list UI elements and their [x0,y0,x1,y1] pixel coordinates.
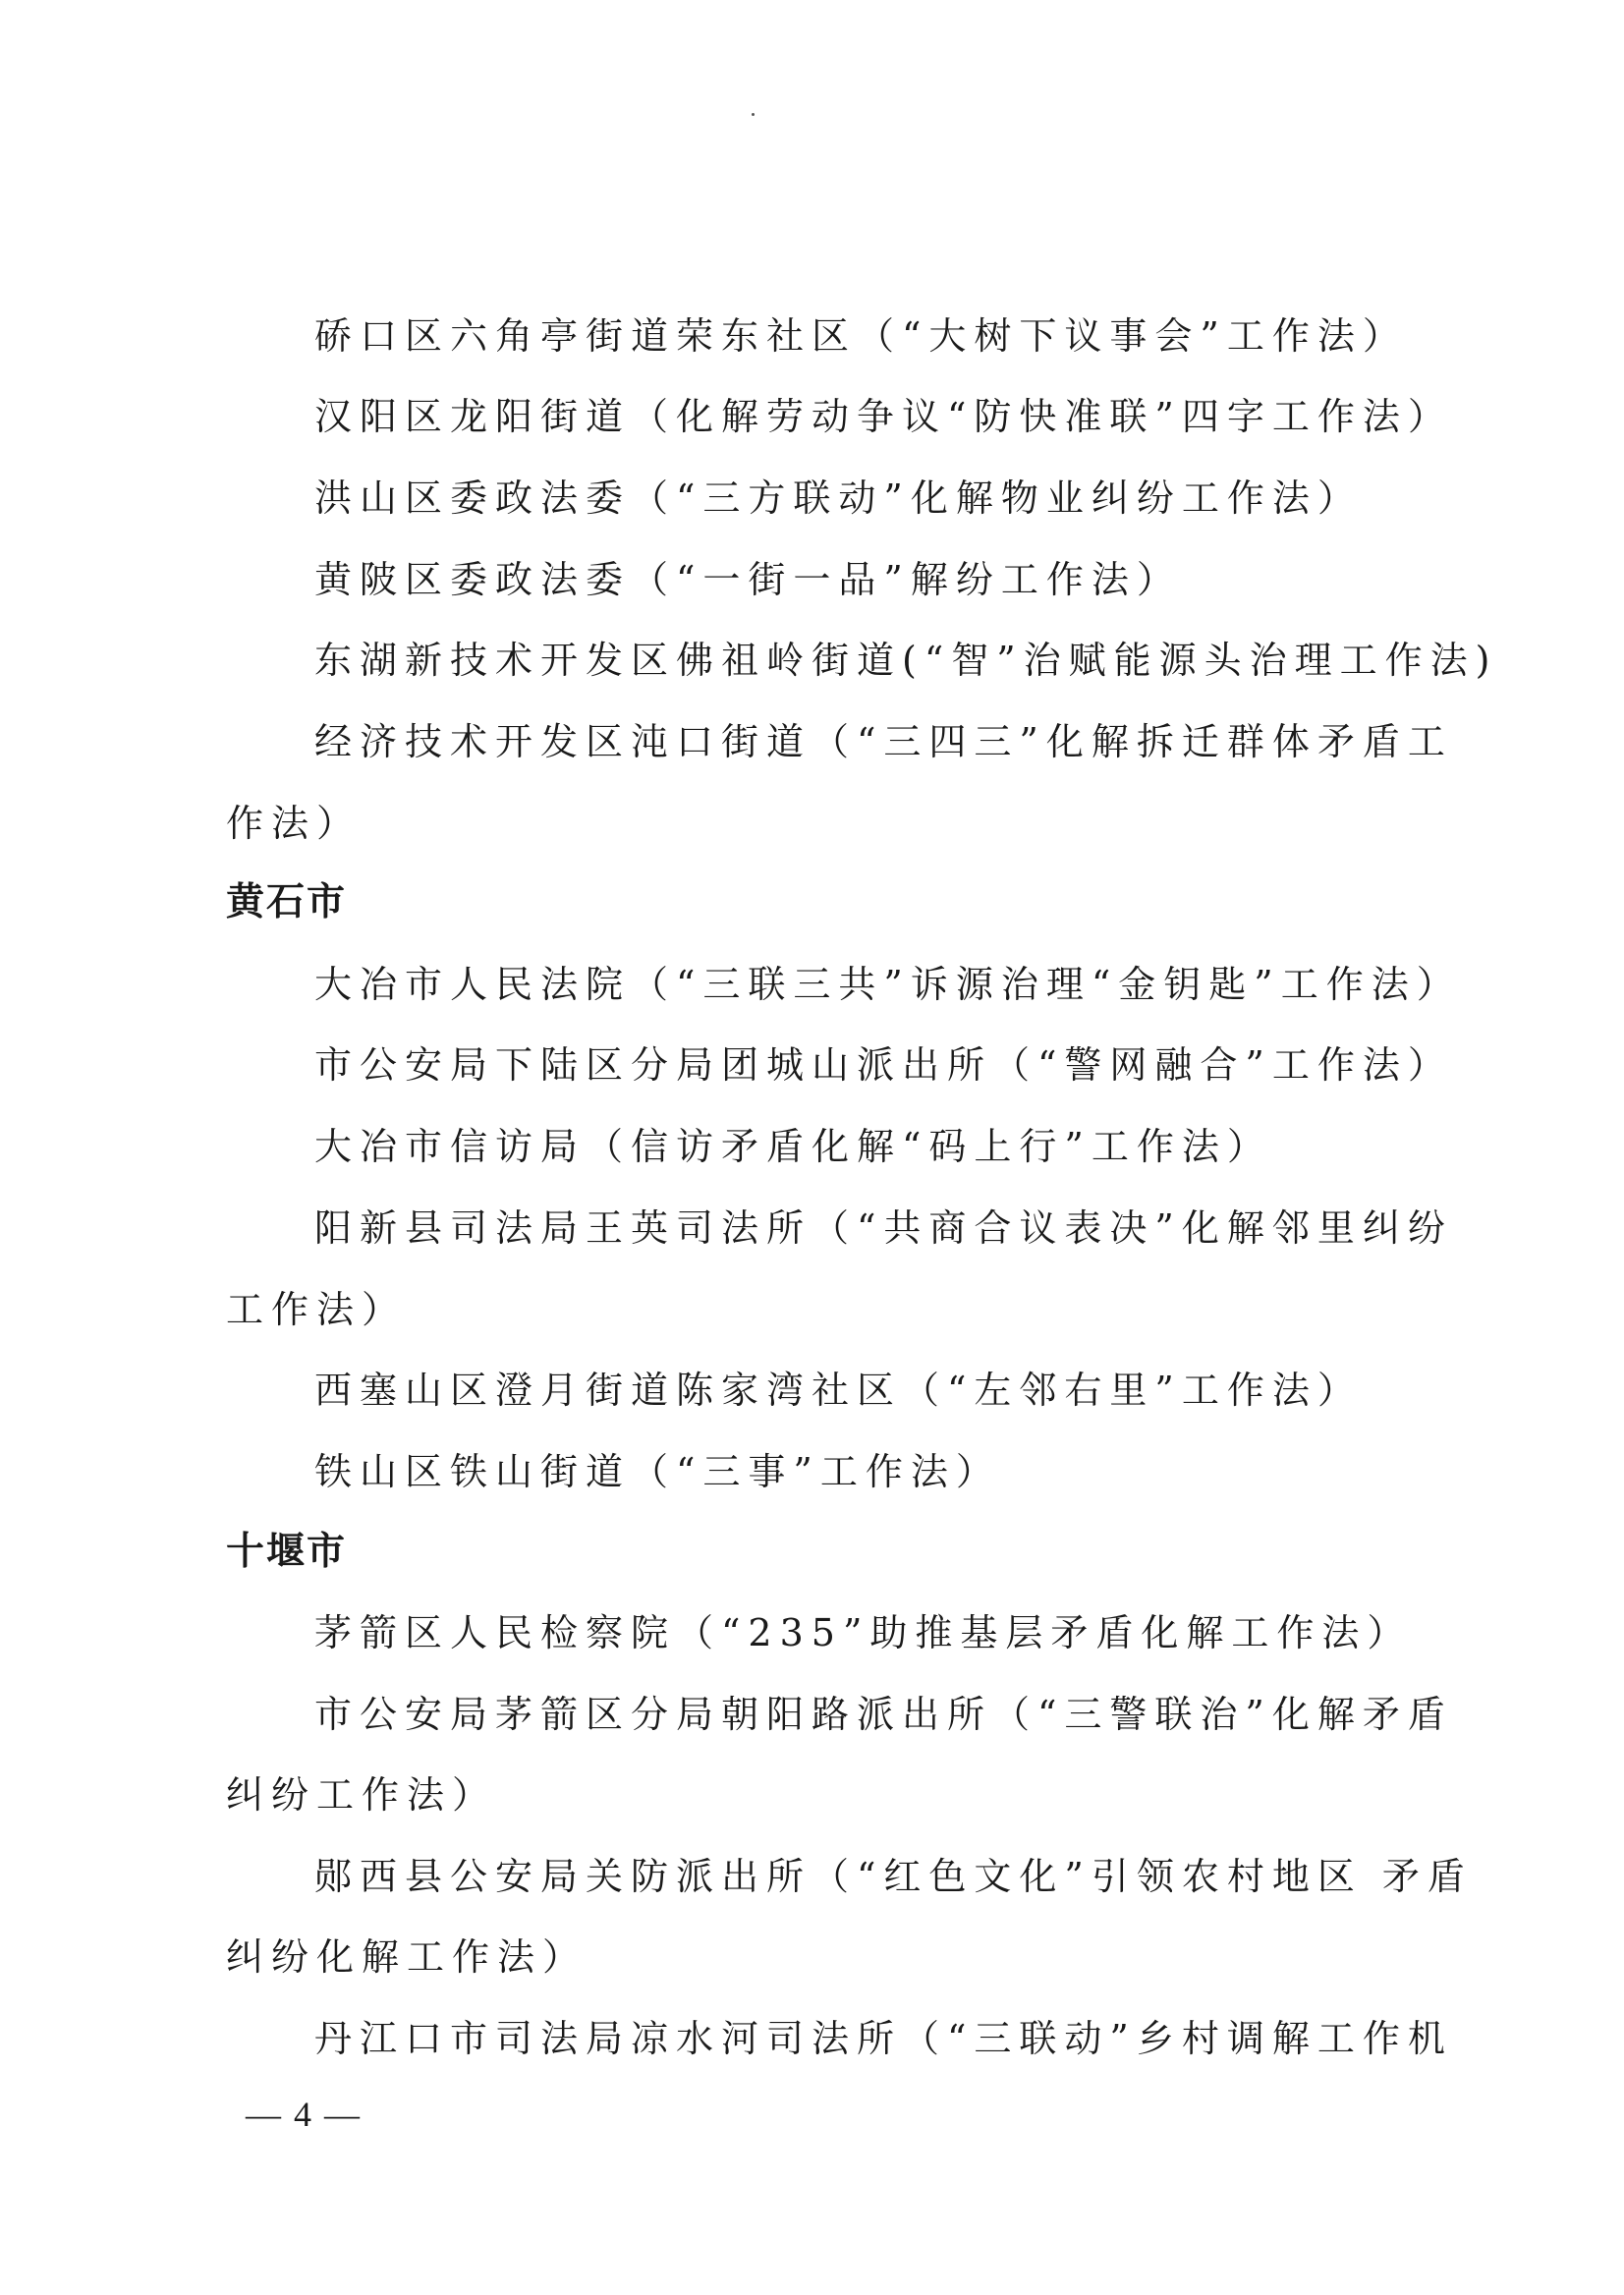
list-item: 经济技术开发区沌口街道（“三四三”化解拆迁群体矛盾工 [314,720,1453,763]
list-item: 汉阳区龙阳街道（化解劳动争议“防快准联”四字工作法） [314,395,1453,438]
list-item-continuation: 作法） [226,802,363,845]
list-item-continuation: 纠纷工作法） [226,1773,498,1817]
scan-dot [752,113,755,116]
list-item: 大冶市人民法院（“三联三共”诉源治理“金钥匙”工作法） [314,963,1462,1006]
list-item: 铁山区铁山街道（“三事”工作法） [314,1450,1001,1493]
list-item: 市公安局茅箭区分局朝阳路派出所（“三警联治”化解矛盾 [314,1693,1453,1736]
list-item-continuation: 工作法） [226,1288,408,1331]
section-heading-huangshi: 黄石市 [226,880,348,924]
list-item: 郧西县公安局关防派出所（“红色文化”引领农村地区 矛盾 [314,1855,1473,1898]
list-item: 丹江口市司法局凉水河司法所（“三联动”乡村调解工作机 [314,2017,1453,2060]
list-item: 黄陂区委政法委（“一街一品”解纷工作法） [314,558,1182,601]
list-item: 大冶市信访局（信访矛盾化解“码上行”工作法） [314,1125,1272,1168]
list-item-continuation: 纠纷化解工作法） [226,1935,588,1979]
list-item: 东湖新技术开发区佛祖岭街道(“智”治赋能源头治理工作法) [314,639,1498,682]
list-item: 市公安局下陆区分局团城山派出所（“警网融合”工作法） [314,1043,1453,1087]
list-item: 西塞山区澄月街道陈家湾社区（“左邻右里”工作法） [314,1369,1363,1412]
list-item: 洪山区委政法委（“三方联动”化解物业纠纷工作法） [314,476,1363,520]
list-item: 硚口区六角亭街道荣东社区（“大树下议事会”工作法） [314,314,1408,358]
list-item: 茅箭区人民检察院（“235”助推基层矛盾化解工作法） [314,1611,1413,1654]
page-number: — 4 — [246,2095,362,2134]
section-heading-shiyan: 十堰市 [226,1530,348,1574]
list-item: 阳新县司法局王英司法所（“共商合议表决”化解邻里纠纷 [314,1206,1453,1250]
